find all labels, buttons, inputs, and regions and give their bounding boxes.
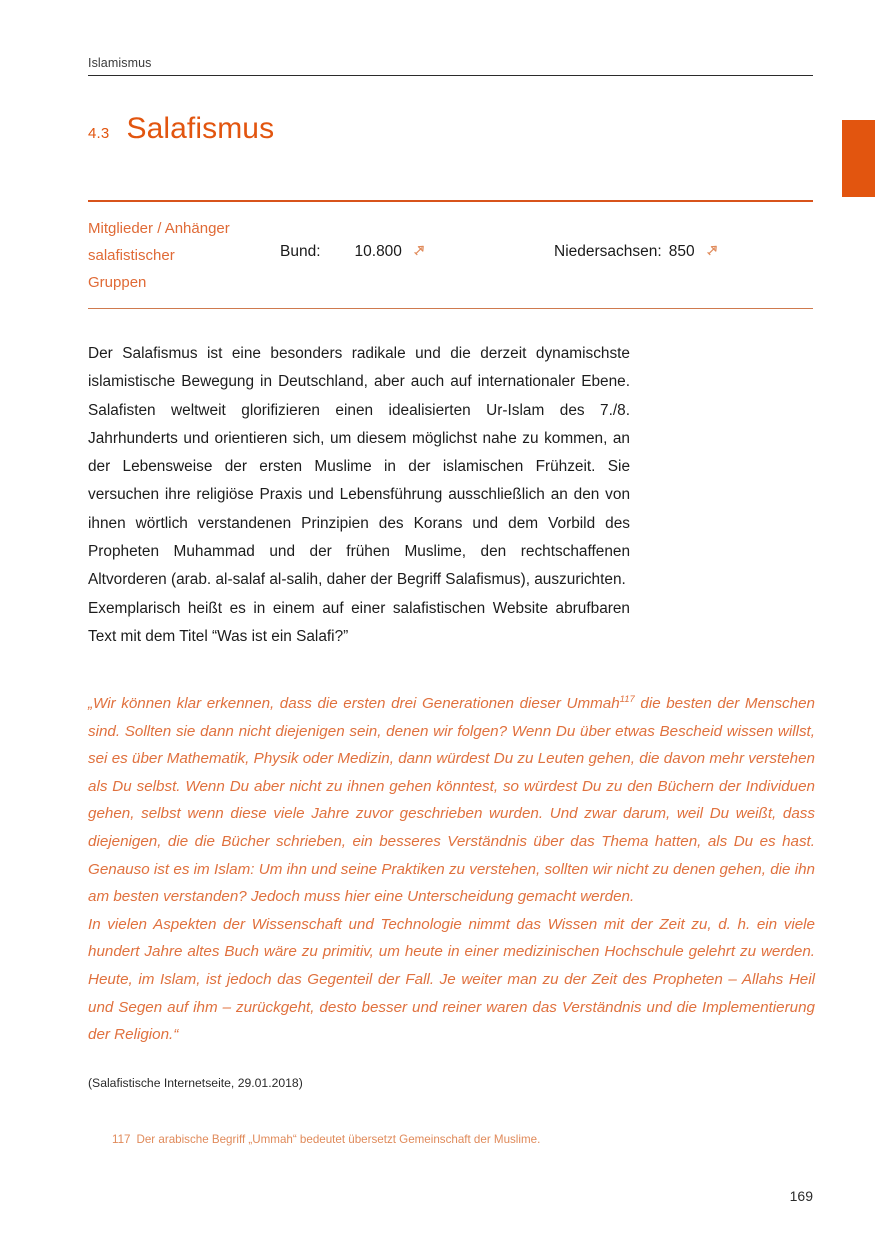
key-figures-label-line-3: Gruppen xyxy=(88,274,147,291)
body-text-column xyxy=(88,340,630,651)
figure-entry-bund xyxy=(280,243,426,261)
key-figures-label xyxy=(88,215,268,296)
figure-entry-niedersachsen xyxy=(554,243,719,261)
key-figures-label-line-1: Mitglieder / Anhänger xyxy=(88,220,230,237)
figure-label-bund: Bund: xyxy=(280,243,321,260)
pull-quote xyxy=(88,690,815,1049)
running-head xyxy=(88,55,813,76)
chapter-tab-marker xyxy=(842,120,875,197)
key-figures-label-line-2: salafistischer xyxy=(88,247,175,264)
chapter-title: Salafismus xyxy=(126,112,275,145)
footnote-number: 117 xyxy=(112,1133,131,1146)
page-number: 169 xyxy=(789,1188,813,1204)
chapter-number: 4.3 xyxy=(88,125,110,142)
quote-part-1-after-superscript: die besten der Menschen sind. Sollten sie dann nicht diejenigen sein, denen wir folgen? Wenn Du über etwas Bescheid wissen willst, sei es über Mathematik, Physik oder Medizin, dann würdest Du zu Leuten gehen, die davon mehr verstehen als Du selbst. Wenn Du aber nicht zu ihnen gehen könntest, so würdest Du zu den Büchern der Individuen gehen, selbst wenn diese viele Jahre zuvor geschrieben wurden. Und zwar darum, weil Du weißt, dass diejenigen, die die Bücher schrieben, ein besseres Verständnis über das Thema hatten, als Du es hast. Genauso ist es im Islam: Um ihn und seine Praktiken zu verstehen, sollten wir nicht zu denen gehen, die ihn am besten verstanden? Jedoch muss hier eine Unterscheidung gemacht werden. xyxy=(88,695,815,906)
quote-source: (Salafistische Internetseite, 29.01.2018) xyxy=(88,1076,303,1090)
figure-label-niedersachsen: Niedersachsen: xyxy=(554,243,662,260)
quote-paragraph-1 xyxy=(88,690,815,911)
footnote-text: Der arabische Begriff „Ummah“ bedeutet übersetzt Gemeinschaft der Muslime. xyxy=(136,1133,541,1146)
figure-value-bund: 10.800 xyxy=(354,243,402,260)
quote-part-1-before-superscript: „Wir können klar erkennen, dass die ersten drei Generationen dieser Ummah xyxy=(88,695,620,712)
external-link-arrow-icon[interactable] xyxy=(706,244,719,257)
figure-value-niedersachsen: 850 xyxy=(668,243,695,260)
body-paragraph-2: Exemplarisch heißt es in einem auf einer salafistischen Website abrufbaren Text mit dem Titel “Was ist ein Salafi?” xyxy=(88,599,630,645)
running-head-text: Islamismus xyxy=(88,56,152,70)
key-figures-box xyxy=(88,200,813,309)
body-paragraph-1: Der Salafismus ist eine besonders radikale und die derzeit dynamischste islamistische Bewegung in Deutschland, aber auch auf internationaler Ebene. Salafisten weltweit glorifizieren einen idealisierten Ur-Islam des 7./8. Jahrhunderts und orientieren sich, um diesem möglichst nahe zu kommen, an der Lebensweise der ersten Muslime in der islamischen Frühzeit. Sie versuchen ihre religiöse Praxis und Lebensführung ausschließlich an den von ihnen wörtlich verstandenen Prinzipien des Korans und dem Vorbild des Propheten Muhammad und der frühen Muslime, den rechtschaffenen Altvorderen (arab. al-salaf al-salih, daher der Begriff Salafismus), auszurichten. xyxy=(88,345,630,589)
quote-paragraph-2: In vielen Aspekten der Wissenschaft und Technologie nimmt das Wissen mit der Zeit zu, d. h. ein viele hundert Jahre altes Buch wäre zu primitiv, um heute in einer medizinischen Hochschule gelehrt zu werden. Heute, im Islam, ist jedoch das Gegenteil der Fall. Je weiter man zu der Zeit des Propheten – Allahs Heil und Segen auf ihm – zurückgeht, desto besser und reiner waren das Verständnis und die Implementierung der Religion.“ xyxy=(88,915,815,1044)
footnote-reference-marker[interactable]: 117 xyxy=(619,693,635,705)
external-link-arrow-icon[interactable] xyxy=(413,244,426,257)
running-head-rule xyxy=(88,75,813,76)
footnote xyxy=(112,1131,812,1148)
page-title xyxy=(88,112,274,146)
